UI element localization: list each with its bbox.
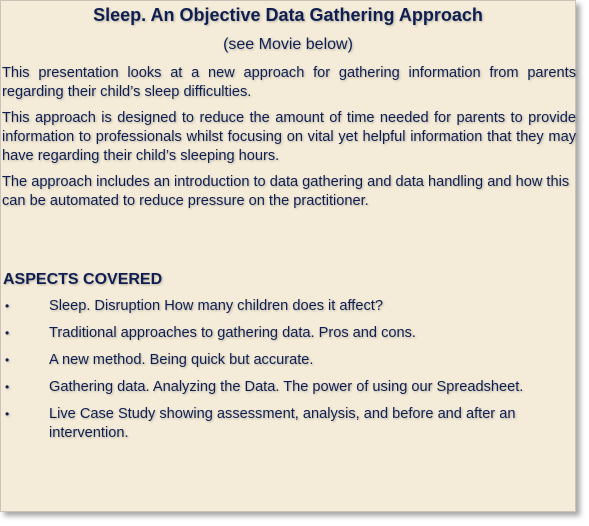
bullet-icon: • (5, 299, 10, 313)
list-item-text: Gathering data. Analyzing the Data. The power of using our Spreadsheet. (49, 379, 524, 395)
aspects-list (1, 297, 575, 451)
list-item (1, 297, 575, 316)
aspects-heading: ASPECTS COVERED (3, 271, 163, 288)
bullet-icon: • (5, 326, 10, 340)
list-item-text: A new method. Being quick but accurate. (49, 352, 314, 368)
list-item-text: Live Case Study showing assessment, analysis, and before and after an intervention. (49, 406, 516, 441)
bullet-icon: • (5, 407, 10, 421)
intro-paragraph-2: This approach is designed to reduce the amount of time needed for parents to provide information to professionals whilst focusing on vital yet helpful information that they may have regarding their child’s sleeping hours. (2, 110, 576, 164)
list-item (1, 378, 575, 397)
page-subtitle: (see Movie below) (223, 36, 353, 53)
intro-paragraph-3: The approach includes an introduction to data gathering and data handling and how this can be automated to reduce pressure on the practitioner. (2, 174, 570, 209)
list-item-text: Sleep. Disruption How many children does it affect? (49, 298, 383, 314)
bullet-icon: • (5, 353, 10, 367)
list-item (1, 351, 575, 370)
list-item (1, 405, 575, 443)
list-item (1, 324, 575, 343)
bullet-icon: • (5, 380, 10, 394)
page-title: Sleep. An Objective Data Gathering Approach (93, 5, 483, 25)
list-item-text: Traditional approaches to gathering data. Pros and cons. (49, 325, 416, 341)
intro-paragraph-1: This presentation looks at a new approach for gathering information from parents regarding their child’s sleep difficulties. (2, 65, 576, 100)
